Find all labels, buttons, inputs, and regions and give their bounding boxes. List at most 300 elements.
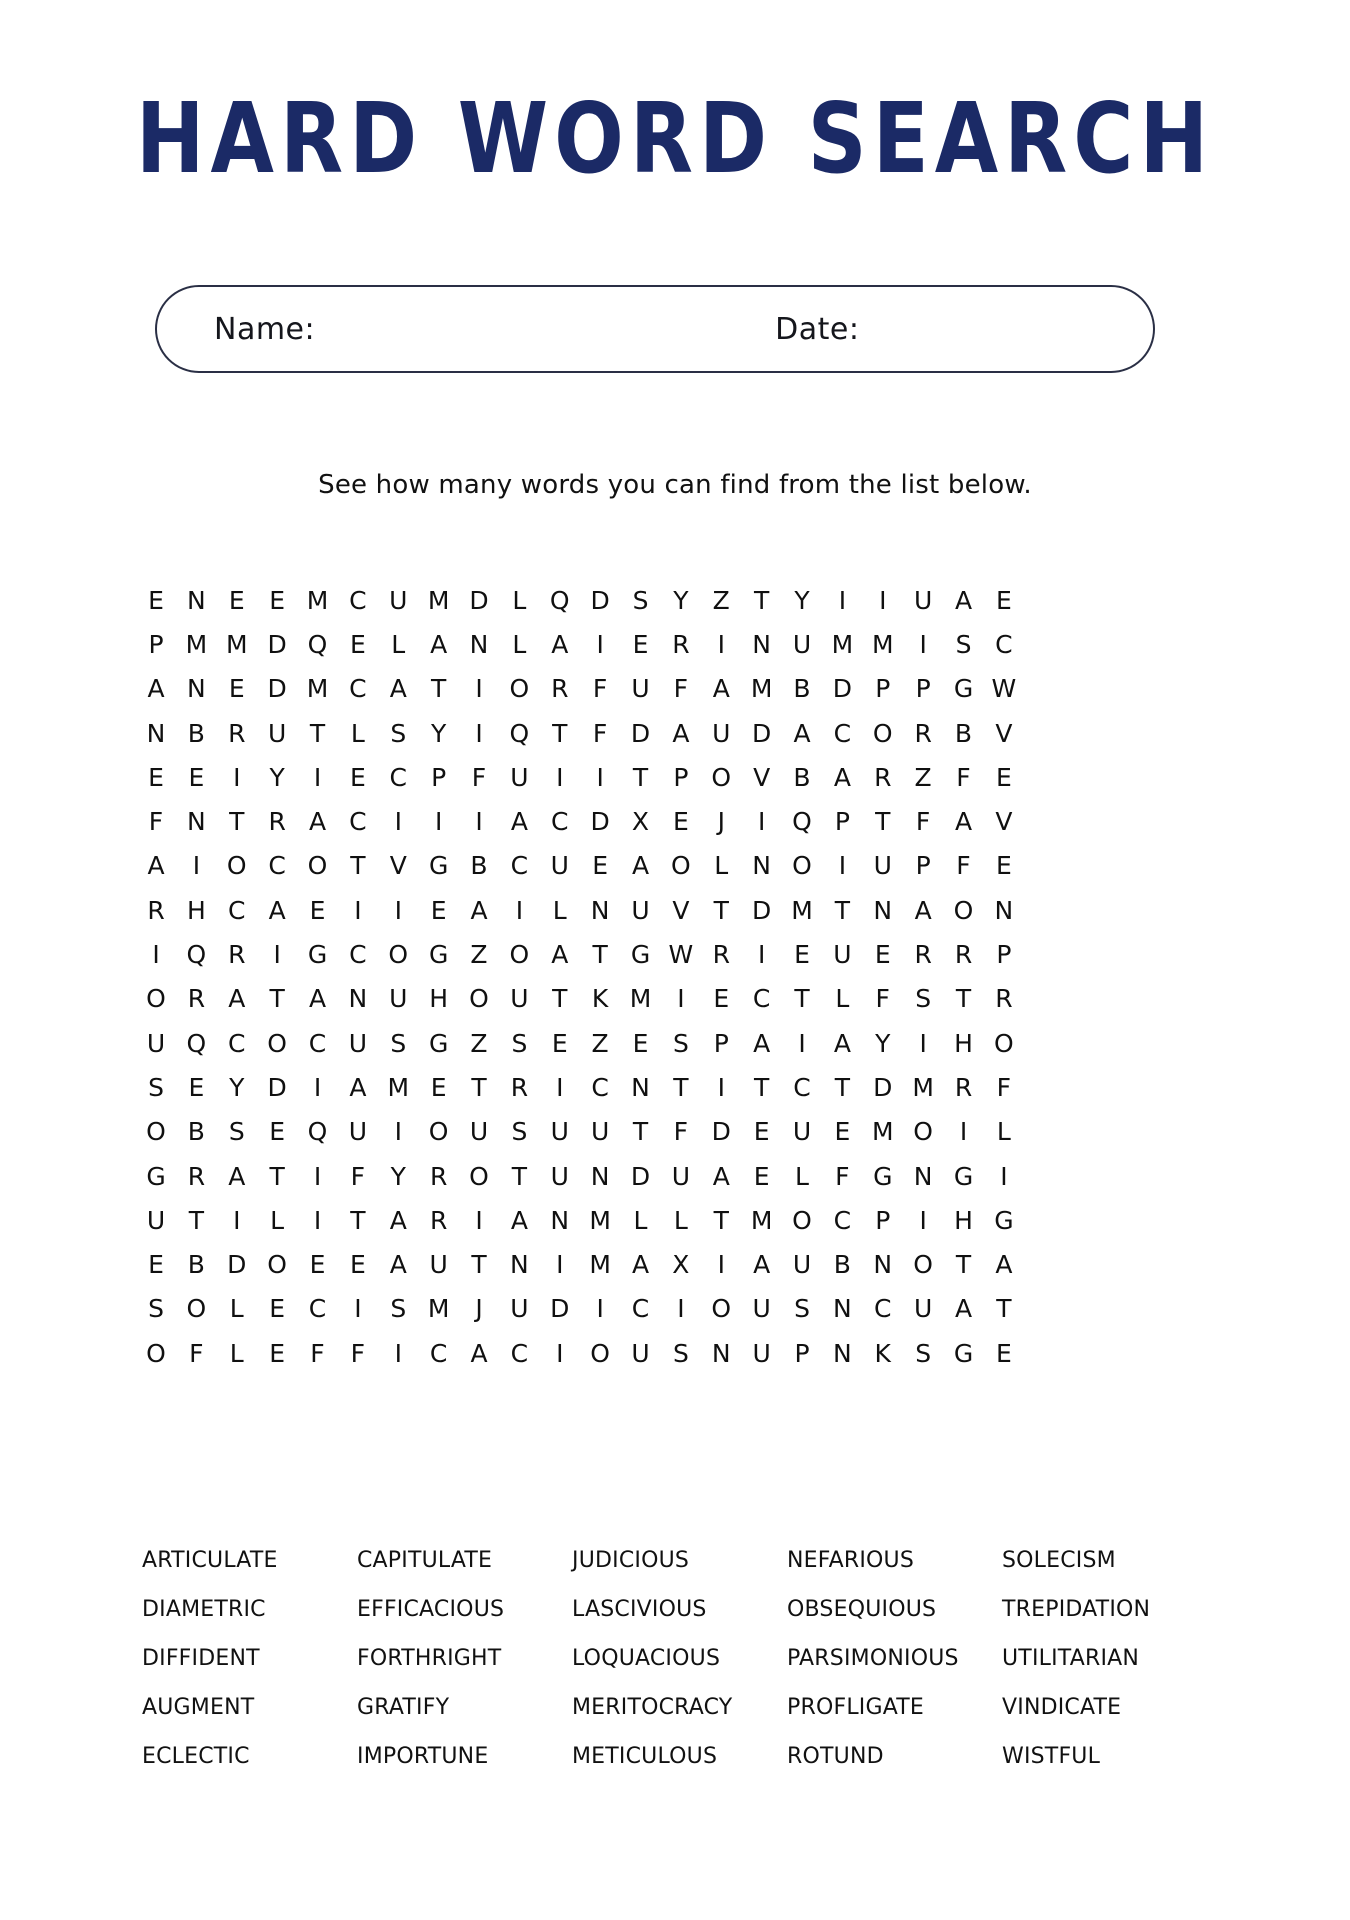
grid-cell[interactable]: L [673,1205,688,1235]
word-list-item[interactable]: ARTICULATE [142,1548,278,1573]
grid-cell[interactable]: M [185,629,208,659]
grid-cell[interactable]: T [673,1072,689,1102]
grid-cell[interactable]: I [677,1294,685,1324]
grid-cell[interactable]: C [752,984,771,1014]
grid-cell[interactable]: T [753,585,770,615]
grid-cell[interactable]: N [187,674,206,704]
grid-cell[interactable]: F [189,1338,204,1368]
grid-cell[interactable]: O [388,940,409,970]
grid-cell[interactable]: U [792,1117,812,1147]
grid-cell[interactable]: E [632,1028,649,1058]
grid-cell[interactable]: I [313,1072,322,1102]
grid-cell[interactable]: C [228,895,246,925]
grid-cell[interactable]: V [995,718,1013,748]
grid-cell[interactable]: Z [470,940,488,970]
grid-cell[interactable]: P [673,762,689,792]
grid-cell[interactable]: A [753,1250,771,1280]
grid-cell[interactable]: O [146,1117,166,1147]
grid-cell[interactable]: N [550,1205,570,1235]
grid-cell[interactable]: O [590,1338,610,1368]
grid-cell[interactable]: M [427,1294,450,1324]
grid-cell[interactable]: P [915,851,931,881]
grid-cell[interactable]: U [873,851,892,881]
grid-cell[interactable]: P [875,674,891,704]
grid-cell[interactable]: V [389,851,407,881]
grid-cell[interactable]: A [793,718,811,748]
grid-cell[interactable]: W [668,940,694,970]
grid-cell[interactable]: I [233,762,241,792]
grid-cell[interactable]: H [186,895,206,925]
grid-cell[interactable]: U [631,674,650,704]
grid-cell[interactable]: F [875,984,890,1014]
grid-cell[interactable]: Y [794,585,810,615]
grid-cell[interactable]: M [427,585,450,615]
grid-cell[interactable]: E [188,762,205,792]
grid-cell[interactable]: O [872,718,893,748]
grid-cell[interactable]: S [390,1028,407,1058]
grid-cell[interactable]: M [831,629,854,659]
grid-cell[interactable]: G [953,1338,974,1368]
grid-cell[interactable]: A [308,807,327,837]
grid-cell[interactable]: M [225,629,248,659]
grid-cell[interactable]: C [349,585,367,615]
grid-cell[interactable]: G [873,1161,893,1191]
grid-cell[interactable]: A [470,1338,488,1368]
grid-cell[interactable]: M [871,629,894,659]
grid-cell[interactable]: Q [307,629,328,659]
grid-cell[interactable]: I [515,895,524,925]
grid-cell[interactable]: R [187,1161,206,1191]
grid-cell[interactable]: Z [470,1028,488,1058]
grid-cell[interactable]: R [147,895,165,925]
grid-cell[interactable]: I [192,851,201,881]
grid-cell[interactable]: H [429,984,449,1014]
grid-cell[interactable]: D [267,629,287,659]
grid-cell[interactable]: F [956,762,971,792]
grid-cell[interactable]: D [550,1294,570,1324]
word-list-item[interactable]: AUGMENT [142,1695,255,1720]
word-list-item[interactable]: IMPORTUNE [357,1744,489,1769]
grid-cell[interactable]: I [394,895,402,925]
grid-cell[interactable]: R [510,1072,529,1102]
grid-cell[interactable]: N [510,1250,529,1280]
word-list-item[interactable]: LOQUACIOUS [572,1646,721,1671]
grid-cell[interactable]: E [874,940,891,970]
word-list-item[interactable]: WISTFUL [1002,1744,1101,1769]
grid-cell[interactable]: T [552,984,568,1014]
grid-cell[interactable]: E [753,1117,770,1147]
grid-cell[interactable]: T [350,851,366,881]
grid-cell[interactable]: Z [712,585,730,615]
grid-cell[interactable]: A [389,674,407,704]
grid-cell[interactable]: U [752,1294,771,1324]
grid-cell[interactable]: C [268,851,286,881]
grid-cell[interactable]: P [875,1205,891,1235]
grid-cell[interactable]: U [913,585,933,615]
grid-cell[interactable]: N [873,1250,893,1280]
grid-cell[interactable]: R [954,1072,973,1102]
grid-cell[interactable]: F [310,1338,325,1368]
grid-cell[interactable]: L [350,718,365,748]
grid-cell[interactable]: Z [914,762,932,792]
grid-cell[interactable]: M [791,895,813,925]
grid-cell[interactable]: I [919,1205,927,1235]
grid-cell[interactable]: I [475,807,483,837]
grid-cell[interactable]: A [430,629,448,659]
grid-cell[interactable]: I [879,585,887,615]
grid-cell[interactable]: C [551,807,569,837]
grid-cell[interactable]: D [469,585,489,615]
grid-cell[interactable]: I [354,895,362,925]
grid-cell[interactable]: N [469,629,489,659]
grid-cell[interactable]: C [228,1028,246,1058]
grid-cell[interactable]: L [795,1161,809,1191]
grid-cell[interactable]: F [592,718,608,748]
grid-cell[interactable]: R [874,762,892,792]
grid-cell[interactable]: M [387,1072,410,1102]
grid-cell[interactable]: S [228,1117,245,1147]
grid-cell[interactable]: C [631,1294,650,1324]
grid-cell[interactable]: T [229,807,245,837]
grid-cell[interactable]: T [592,940,608,970]
grid-cell[interactable]: C [510,851,529,881]
grid-cell[interactable]: X [631,807,650,837]
grid-cell[interactable]: I [475,1205,483,1235]
grid-cell[interactable]: B [470,851,488,881]
grid-cell[interactable]: F [592,674,608,704]
grid-cell[interactable]: U [550,851,569,881]
grid-cell[interactable]: E [269,1117,286,1147]
grid-cell[interactable]: I [757,940,766,970]
grid-cell[interactable]: M [871,1117,894,1147]
grid-cell[interactable]: N [833,1338,852,1368]
word-list-item[interactable]: OBSEQUIOUS [787,1597,937,1622]
grid-cell[interactable]: V [753,762,771,792]
grid-cell[interactable]: M [750,674,773,704]
grid-cell[interactable]: T [632,762,649,792]
grid-cell[interactable]: S [511,1117,528,1147]
grid-cell[interactable]: I [273,940,281,970]
grid-cell[interactable]: I [1000,1161,1008,1191]
grid-cell[interactable]: R [914,718,932,748]
grid-cell[interactable]: E [995,762,1012,792]
grid-cell[interactable]: U [913,1294,933,1324]
grid-cell[interactable]: M [589,1205,611,1235]
grid-cell[interactable]: E [995,1338,1012,1368]
word-list-item[interactable]: GRATIFY [357,1695,450,1720]
grid-cell[interactable]: I [556,1250,564,1280]
grid-cell[interactable]: A [389,1250,407,1280]
grid-cell[interactable]: I [838,585,847,615]
grid-cell[interactable]: A [147,674,165,704]
grid-cell[interactable]: R [187,984,206,1014]
grid-cell[interactable]: M [306,674,329,704]
grid-cell[interactable]: T [269,984,285,1014]
grid-cell[interactable]: R [429,1205,448,1235]
grid-cell[interactable]: L [512,585,527,615]
grid-cell[interactable]: P [148,629,164,659]
grid-cell[interactable]: A [833,1028,851,1058]
grid-cell[interactable]: Y [875,1028,891,1058]
grid-cell[interactable]: Y [269,762,285,792]
grid-cell[interactable]: B [187,718,205,748]
word-list-item[interactable]: ROTUND [787,1744,884,1769]
grid-cell[interactable]: N [631,1072,650,1102]
grid-cell[interactable]: R [672,629,690,659]
grid-cell[interactable]: S [915,1338,932,1368]
grid-cell[interactable]: F [350,1338,366,1368]
grid-cell[interactable]: L [229,1294,244,1324]
grid-cell[interactable]: E [551,1028,568,1058]
grid-cell[interactable]: P [915,674,931,704]
grid-cell[interactable]: D [590,585,610,615]
grid-cell[interactable]: Q [307,1117,328,1147]
grid-cell[interactable]: I [354,1294,362,1324]
grid-cell[interactable]: A [510,807,528,837]
grid-cell[interactable]: C [349,940,367,970]
grid-cell[interactable]: E [309,895,326,925]
grid-cell[interactable]: T [996,1294,1012,1324]
grid-cell[interactable]: R [268,807,286,837]
grid-cell[interactable]: R [429,1161,448,1191]
grid-cell[interactable]: O [307,851,328,881]
grid-cell[interactable]: U [792,1250,812,1280]
grid-cell[interactable]: I [233,1205,241,1235]
grid-cell[interactable]: S [390,1294,407,1324]
grid-cell[interactable]: T [794,984,810,1014]
grid-cell[interactable]: B [187,1250,205,1280]
grid-cell[interactable]: Q [186,940,207,970]
grid-cell[interactable]: D [711,1117,731,1147]
grid-cell[interactable]: T [955,1250,972,1280]
grid-cell[interactable]: E [592,851,609,881]
grid-cell[interactable]: U [792,629,812,659]
grid-cell[interactable]: K [874,1338,891,1368]
grid-cell[interactable]: M [750,1205,773,1235]
grid-cell[interactable]: S [632,585,649,615]
grid-cell[interactable]: A [228,1161,246,1191]
grid-cell[interactable]: N [833,1294,852,1324]
grid-cell[interactable]: O [953,895,974,925]
grid-cell[interactable]: E [995,585,1012,615]
grid-cell[interactable]: R [551,674,569,704]
grid-cell[interactable]: L [391,629,406,659]
grid-cell[interactable]: U [833,940,852,970]
grid-cell[interactable]: I [757,807,766,837]
grid-cell[interactable]: L [552,895,567,925]
grid-cell[interactable]: O [267,1250,287,1280]
grid-cell[interactable]: T [511,1161,528,1191]
grid-cell[interactable]: T [188,1205,205,1235]
grid-cell[interactable]: I [556,762,564,792]
grid-cell[interactable]: U [631,1338,650,1368]
grid-cell[interactable]: S [955,629,972,659]
grid-cell[interactable]: E [349,762,366,792]
grid-cell[interactable]: E [188,1072,205,1102]
grid-cell[interactable]: F [956,851,971,881]
grid-cell[interactable]: S [148,1072,164,1102]
grid-cell[interactable]: I [596,1294,604,1324]
word-list-item[interactable]: DIAMETRIC [142,1597,266,1622]
grid-cell[interactable]: T [834,1072,851,1102]
grid-cell[interactable]: O [509,674,530,704]
grid-cell[interactable]: Q [792,807,812,837]
grid-cell[interactable]: N [994,895,1014,925]
grid-cell[interactable]: T [955,984,972,1014]
word-list-item[interactable]: SOLECISM [1002,1548,1116,1573]
grid-cell[interactable]: G [428,1028,449,1058]
grid-cell[interactable]: I [313,762,322,792]
grid-cell[interactable]: A [147,851,165,881]
grid-cell[interactable]: F [673,674,689,704]
grid-cell[interactable]: P [794,1338,810,1368]
grid-cell[interactable]: U [550,1161,569,1191]
grid-cell[interactable]: D [267,1072,287,1102]
grid-cell[interactable]: A [228,984,246,1014]
grid-cell[interactable]: O [186,1294,207,1324]
grid-cell[interactable]: E [269,1338,286,1368]
grid-cell[interactable]: M [912,1072,934,1102]
word-list-item[interactable]: FORTHRIGHT [357,1646,502,1671]
grid-cell[interactable]: O [428,1117,449,1147]
grid-cell[interactable]: I [596,762,604,792]
grid-cell[interactable]: E [349,629,366,659]
grid-cell[interactable]: O [792,851,812,881]
grid-cell[interactable]: D [630,1161,651,1191]
grid-cell[interactable]: L [996,1117,1011,1147]
grid-cell[interactable]: C [591,1072,609,1102]
grid-cell[interactable]: I [394,1338,402,1368]
grid-cell[interactable]: N [146,718,166,748]
grid-cell[interactable]: I [717,629,725,659]
grid-cell[interactable]: L [512,629,527,659]
grid-cell[interactable]: R [954,940,973,970]
grid-cell[interactable]: A [470,895,488,925]
grid-cell[interactable]: A [954,585,973,615]
grid-cell[interactable]: E [148,1250,164,1280]
grid-cell[interactable]: C [995,629,1013,659]
grid-cell[interactable]: A [551,629,569,659]
grid-cell[interactable]: I [313,1161,322,1191]
grid-cell[interactable]: B [954,718,973,748]
grid-cell[interactable]: H [954,1028,973,1058]
grid-cell[interactable]: I [919,1028,927,1058]
grid-cell[interactable]: I [919,629,927,659]
grid-cell[interactable]: C [793,1072,811,1102]
grid-cell[interactable]: W [991,674,1017,704]
grid-cell[interactable]: U [712,718,731,748]
grid-cell[interactable]: Y [390,1161,406,1191]
grid-cell[interactable]: B [833,1250,851,1280]
grid-cell[interactable]: U [146,1028,166,1058]
grid-cell[interactable]: B [793,762,811,792]
grid-cell[interactable]: E [148,762,164,792]
grid-cell[interactable]: I [394,1117,402,1147]
word-list-item[interactable]: EFFICACIOUS [357,1597,505,1622]
grid-cell[interactable]: A [268,895,286,925]
grid-cell[interactable]: E [349,1250,366,1280]
grid-cell[interactable]: R [914,940,932,970]
grid-cell[interactable]: N [590,895,610,925]
grid-cell[interactable]: C [349,674,367,704]
grid-cell[interactable]: O [146,1338,166,1368]
grid-cell[interactable]: G [428,851,449,881]
grid-cell[interactable]: P [713,1028,729,1058]
grid-cell[interactable]: S [672,1028,689,1058]
grid-cell[interactable]: L [835,984,850,1014]
word-list-item[interactable]: PROFLIGATE [787,1695,924,1720]
grid-cell[interactable]: O [711,762,732,792]
grid-cell[interactable]: D [267,674,287,704]
grid-cell[interactable]: C [349,807,367,837]
word-list-item[interactable]: PARSIMONIOUS [787,1646,959,1671]
grid-cell[interactable]: T [471,1072,487,1102]
word-list-item[interactable]: NEFARIOUS [787,1548,915,1573]
grid-cell[interactable]: U [389,585,408,615]
grid-cell[interactable]: E [794,940,810,970]
grid-cell[interactable]: U [510,984,529,1014]
grid-cell[interactable]: A [833,762,851,792]
grid-cell[interactable]: R [228,718,246,748]
grid-cell[interactable]: U [348,1117,368,1147]
grid-cell[interactable]: J [717,807,725,837]
grid-cell[interactable]: C [874,1294,892,1324]
grid-cell[interactable]: T [834,895,851,925]
grid-cell[interactable]: T [713,1205,729,1235]
grid-cell[interactable]: V [995,807,1013,837]
grid-cell[interactable]: X [672,1250,690,1280]
word-list-item[interactable]: METICULOUS [572,1744,718,1769]
grid-cell[interactable]: E [269,585,286,615]
grid-cell[interactable]: I [152,940,160,970]
grid-cell[interactable]: T [753,1072,770,1102]
grid-cell[interactable]: A [510,1205,528,1235]
grid-cell[interactable]: A [954,1294,973,1324]
grid-cell[interactable]: U [631,895,650,925]
grid-cell[interactable]: U [510,762,529,792]
grid-cell[interactable]: I [798,1028,806,1058]
grid-cell[interactable]: T [875,807,891,837]
grid-cell[interactable]: Q [186,1028,207,1058]
grid-cell[interactable]: E [632,629,649,659]
grid-cell[interactable]: E [148,585,164,615]
grid-cell[interactable]: A [672,718,690,748]
grid-cell[interactable]: Y [673,585,689,615]
grid-cell[interactable]: I [313,1205,322,1235]
grid-cell[interactable]: T [309,718,326,748]
grid-cell[interactable]: I [475,674,483,704]
grid-cell[interactable]: G [307,940,328,970]
grid-cell[interactable]: Y [229,1072,245,1102]
grid-cell[interactable]: A [631,851,650,881]
grid-cell[interactable]: F [673,1117,689,1147]
grid-cell[interactable]: E [309,1250,326,1280]
grid-cell[interactable]: N [873,895,893,925]
grid-cell[interactable]: E [713,984,730,1014]
grid-cell[interactable]: O [469,1161,489,1191]
word-list-item[interactable]: MERITOCRACY [572,1695,733,1720]
grid-cell[interactable]: S [794,1294,810,1324]
grid-cell[interactable]: C [308,1294,327,1324]
grid-cell[interactable]: C [308,1028,327,1058]
grid-cell[interactable]: F [915,807,931,837]
grid-cell[interactable]: U [267,718,287,748]
grid-cell[interactable]: D [227,1250,247,1280]
grid-cell[interactable]: N [711,1338,731,1368]
word-list-item[interactable]: TREPIDATION [1002,1597,1151,1622]
word-list-item[interactable]: JUDICIOUS [572,1548,690,1573]
grid-cell[interactable]: S [511,1028,528,1058]
